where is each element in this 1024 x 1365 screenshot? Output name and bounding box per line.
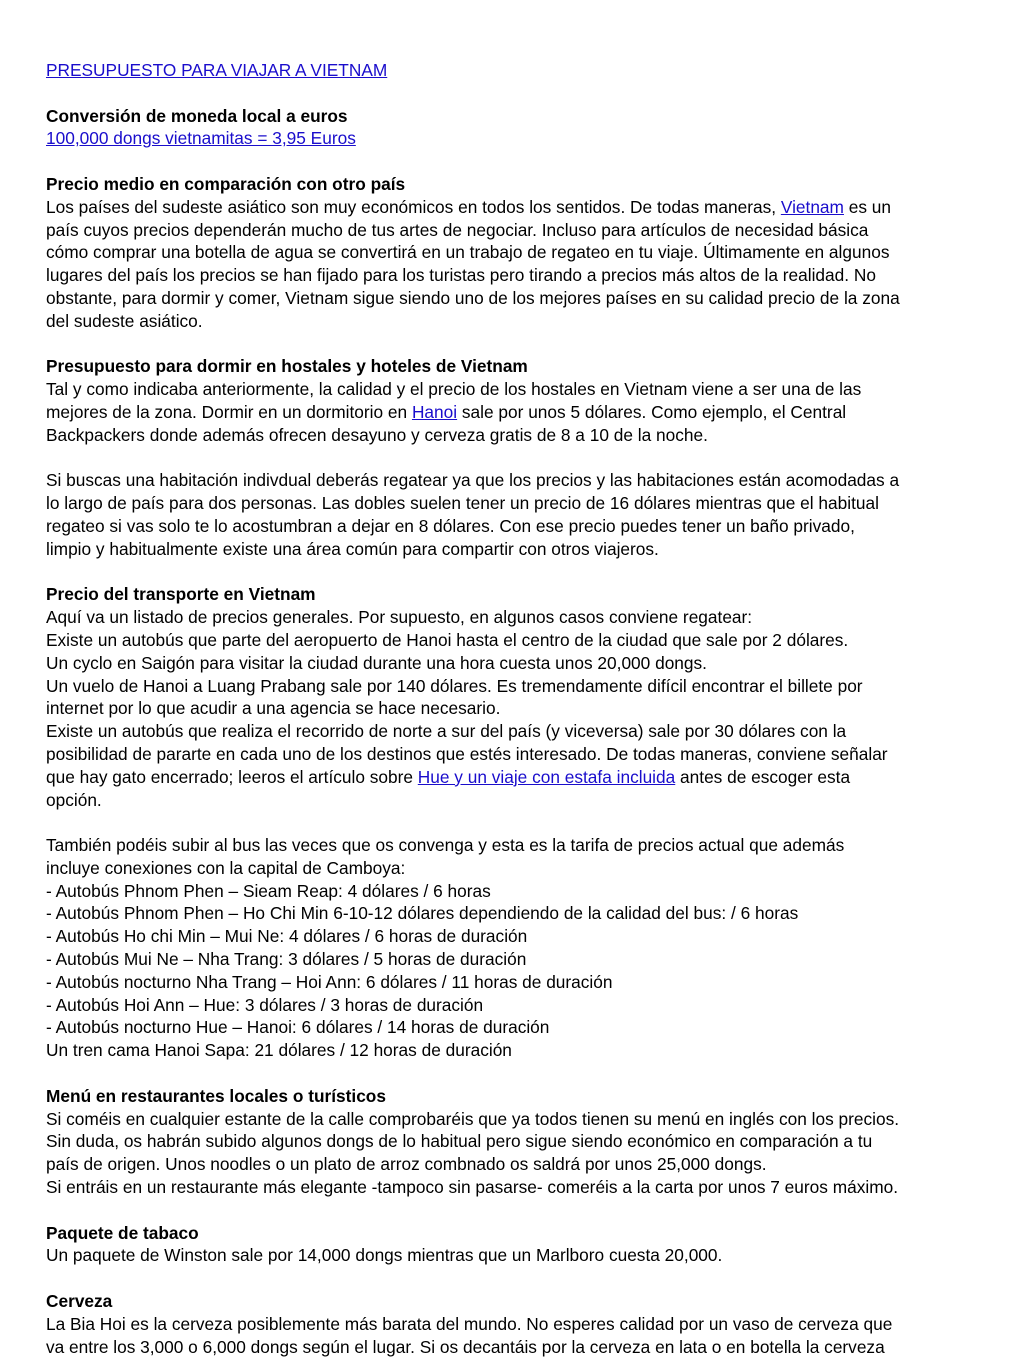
comparison-heading: Precio medio en comparación con otro país bbox=[46, 173, 406, 194]
paragraph-line: que hay gato encerrado; leeros el artículo sobre Hue y un viaje con estafa incluida antes de escoger esta bbox=[46, 766, 851, 787]
paragraph-line: La Bia Hoi es la cerveza posiblemente más barata del mundo. No esperes calidad por un vaso de cerveza que bbox=[46, 1313, 893, 1334]
paragraph-line: país de origen. Unos noodles o un plato de arroz combnado os saldrá por unos 25,000 dongs. bbox=[46, 1154, 767, 1175]
route-item: - Autobús Ho chi Min – Mui Ne: 4 dólares / 6 horas de duración bbox=[46, 926, 528, 947]
paragraph-line: mejores de la zona. Dormir en un dormitorio en Hanoi sale por unos 5 dólares. Como ejemplo, el Central bbox=[46, 401, 847, 422]
paragraph-line: También podéis subir al bus las veces que os convenga y esta es la tarifa de precios actual que además bbox=[46, 835, 845, 856]
transport-heading: Precio del transporte en Vietnam bbox=[46, 584, 316, 605]
paragraph-line: Backpackers donde además ofrecen desayuno y cerveza gratis de 8 a 10 de la noche. bbox=[46, 424, 708, 445]
paragraph-line: incluye conexiones con la capital de Camboya: bbox=[46, 857, 406, 878]
paragraph-line: Un paquete de Winston sale por 14,000 dongs mientras que un Marlboro cuesta 20,000. bbox=[46, 1245, 723, 1266]
paragraph-line: Si entráis en un restaurante más elegante -tampoco sin pasarse- comeréis a la carta por unos 7 euros máximo. bbox=[46, 1177, 899, 1198]
hanoi-link[interactable]: Hanoi bbox=[411, 401, 458, 422]
paragraph-line: Tal y como indicaba anteriormente, la calidad y el precio de los hostales en Vietnam viene a ser una de las bbox=[46, 379, 862, 400]
paragraph-line: va entre los 3,000 o 6,000 dongs según el lugar. Si os decantáis por la cerveza en lata o en botella la cerveza bbox=[46, 1336, 885, 1357]
paragraph-line: cómo comprar una botella de agua se convertirá en un trabajo de regateo en tu viaje. Últimamente en algunos bbox=[46, 242, 890, 263]
paragraph-line: Existe un autobús que parte del aeropuerto de Hanoi hasta el centro de la ciudad que sale por 2 dólares. bbox=[46, 629, 849, 650]
paragraph-line: Si coméis en cualquier estante de la calle comprobaréis que ya todos tienen su menú en inglés con los precios. bbox=[46, 1108, 900, 1129]
paragraph-line: Aquí va un listado de precios generales. Por supuesto, en algunos casos conviene regatear: bbox=[46, 607, 753, 628]
paragraph-line: Sin duda, os habrán subido algunos dongs de lo habitual pero sigue siendo económico en comparación a tu bbox=[46, 1131, 873, 1152]
paragraph-line: Un cyclo en Saigón para visitar la ciudad durante una hora cuesta unos 20,000 dongs. bbox=[46, 652, 707, 673]
route-item: - Autobús nocturno Hue – Hanoi: 6 dólares / 14 horas de duración bbox=[46, 1017, 550, 1038]
lodging-heading: Presupuesto para dormir en hostales y hoteles de Vietnam bbox=[46, 356, 528, 377]
route-item: - Autobús Phnom Phen – Ho Chi Min 6-10-12 dólares dependiendo de la calidad del bus: / 6 horas bbox=[46, 903, 799, 924]
route-item: - Autobús Mui Ne – Nha Trang: 3 dólares / 5 horas de duración bbox=[46, 949, 527, 970]
paragraph-line: Un vuelo de Hanoi a Luang Prabang sale por 140 dólares. Es tremendamente difícil encontrar el billete por bbox=[46, 675, 863, 696]
paragraph-line: Si buscas una habitación indivdual deberás regatear ya que los precios y las habitaciones están acomodadas a bbox=[46, 470, 900, 491]
route-item: - Autobús Hoi Ann – Hue: 3 dólares / 3 horas de duración bbox=[46, 994, 484, 1015]
route-item: - Autobús nocturno Nha Trang – Hoi Ann: 6 dólares / 11 horas de duración bbox=[46, 971, 613, 992]
vietnam-link[interactable]: Vietnam bbox=[780, 196, 844, 217]
paragraph-line: Los países del sudeste asiático son muy económicos en todos los sentidos. De todas maneras, Vietnam es un bbox=[46, 196, 892, 217]
currency-heading: Conversión de moneda local a euros bbox=[46, 105, 348, 126]
paragraph-line: regateo si vas solo te lo acostumbran a dejar en 8 dólares. Con ese precio puedes tener un baño privado, bbox=[46, 515, 855, 536]
paragraph-line: limpio y habitualmente existe una área común para compartir con otros viajeros. bbox=[46, 538, 659, 559]
paragraph-line: Existe un autobús que realiza el recorrido de norte a sur del país (y viceversa) sale por 30 dólares con la bbox=[46, 721, 847, 742]
paragraph-line: del sudeste asiático. bbox=[46, 310, 203, 331]
paragraph-line: país cuyos precios dependerán mucho de tus artes de negociar. Incluso para artículos de necesidad básica bbox=[46, 219, 869, 240]
paragraph-line: lugares del país los precios se han fijado para los turistas pero tirando a precios más altos de la realidad. No bbox=[46, 265, 876, 286]
tobacco-heading: Paquete de tabaco bbox=[46, 1222, 199, 1243]
paragraph-line: lo largo de país para dos personas. Las dobles suelen tener un precio de 16 dólares mientras que el habitual bbox=[46, 493, 879, 514]
restaurants-heading: Menú en restaurantes locales o turísticos bbox=[46, 1085, 386, 1106]
title-link[interactable]: PRESUPUESTO PARA VIAJAR A VIETNAM bbox=[46, 60, 388, 80]
paragraph-line: opción. bbox=[46, 789, 102, 810]
route-item: - Autobús Phnom Phen – Sieam Reap: 4 dólares / 6 horas bbox=[46, 880, 491, 901]
route-item: Un tren cama Hanoi Sapa: 21 dólares / 12 horas de duración bbox=[46, 1040, 512, 1061]
paragraph-line: internet por lo que acudir a una agencia se hace necesario. bbox=[46, 698, 501, 719]
hue-article-link[interactable]: Hue y un viaje con estafa incluida bbox=[417, 766, 676, 787]
paragraph-line: posibilidad de pararte en cada uno de los destinos que estés interesado. De todas maneras, conviene señalar bbox=[46, 743, 888, 764]
beer-heading: Cerveza bbox=[46, 1291, 113, 1312]
title-line bbox=[46, 59, 984, 82]
currency-link[interactable]: 100,000 dongs vietnamitas = 3,95 Euros bbox=[46, 128, 356, 149]
paragraph-line: obstante, para dormir y comer, Vietnam sigue siendo uno de los mejores países en su calidad precio de la zona bbox=[46, 287, 900, 308]
